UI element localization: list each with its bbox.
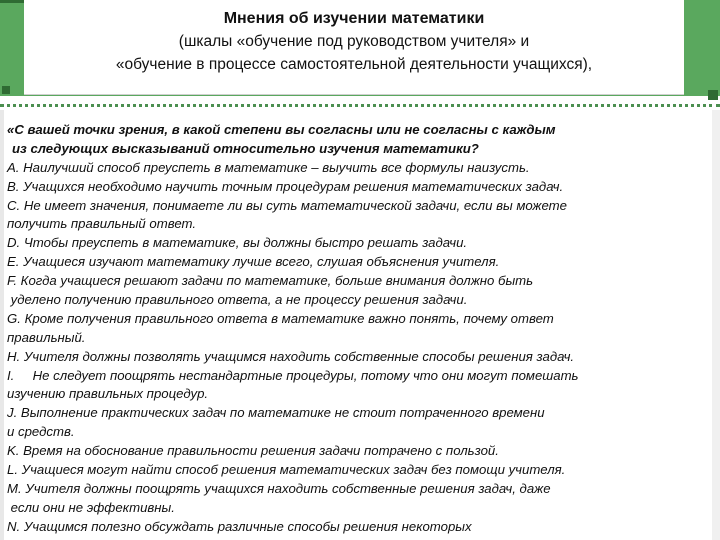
statement-line: E. Учащиеся изучают математику лучше всего, слушая объяснения учителя. — [7, 254, 500, 270]
statement-line: L. Учащиеся могут найти способ решения математических задач без помощи учителя. — [7, 462, 566, 478]
statement-line: F. Когда учащиеся решают задачи по математике, больше внимания должно быть — [7, 273, 534, 289]
statement-line: изучению правильных процедур. — [7, 386, 209, 402]
statement-line: H. Учителя должны позволять учащимся находить собственные способы решения задач. — [7, 348, 575, 364]
statement-line: C. Не имеет значения, понимаете ли вы суть математической задачи, если вы можете — [7, 197, 567, 213]
decorative-square-left — [2, 86, 10, 94]
slide-subtitle-line-2: «обучение в процессе самостоятельной деятельности учащихся), — [115, 56, 593, 73]
statement-line: I. Не следует поощрять нестандартные процедуры, потому что они могут помешать — [7, 367, 579, 383]
statement-line: B. Учащихся необходимо научить точным процедурам решения математических задач. — [7, 178, 564, 194]
statement-line: D. Чтобы преуспеть в математике, вы должны быстро решать задачи. — [7, 235, 468, 251]
statement-line: G. Кроме получения правильного ответа в математике важно понять, почему ответ — [7, 310, 554, 326]
statement-line: получить правильный ответ. — [7, 216, 197, 232]
slide-title: Мнения об изучении математики — [223, 10, 485, 27]
left-edge-bar — [0, 110, 4, 540]
right-edge-bar — [712, 110, 720, 540]
question-line-2: из следующих высказываний относительно изучения математики? — [12, 140, 479, 156]
statement-line: J. Выполнение практических задач по математике не стоит потраченного времени — [7, 405, 545, 421]
statement-line: и средств. — [7, 424, 75, 440]
statement-line: правильный. — [7, 329, 86, 345]
statement-line: N. Учащимся полезно обсуждать различные способы решения некоторых — [7, 518, 472, 534]
slide-subtitle-line-1: (шкалы «обучение под руководством учителя» и — [178, 33, 530, 50]
question-line-1: «С вашей точки зрения, в какой степени вы согласны или не согласны с каждым — [7, 122, 556, 137]
statement-line: K. Время на обоснование правильности решения задачи потрачено с пользой. — [7, 443, 499, 459]
title-box — [24, 0, 684, 94]
statement-line: если они не эффективны. — [7, 499, 175, 515]
statement-line: A. Наилучший способ преуспеть в математике – выучить все формулы наизусть. — [7, 159, 530, 175]
statement-line: уделено получению правильного ответа, а не процессу решения задачи. — [7, 292, 468, 308]
decorative-square — [708, 90, 718, 100]
header-right-block — [684, 0, 720, 96]
divider-dotted — [0, 104, 720, 107]
statement-list — [7, 121, 707, 537]
statement-line: M. Учителя должны поощрять учащихся находить собственные решения задач, даже — [7, 480, 551, 496]
